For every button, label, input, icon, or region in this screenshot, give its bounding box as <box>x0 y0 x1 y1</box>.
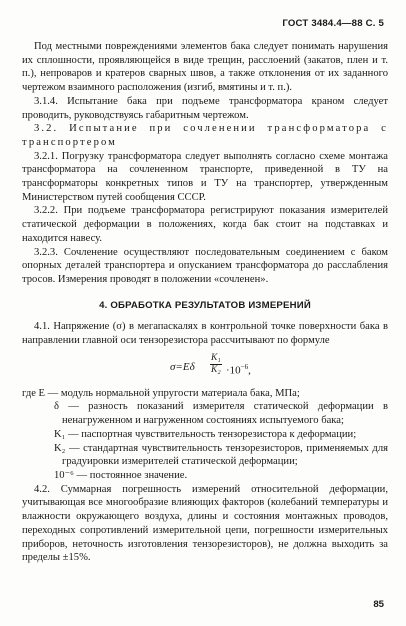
paragraph-3-2-1: 3.2.1. Погрузку трансформатора следует выполнять согласно схеме монтажа трансформатора на сочлененном транспорте, приведенной в ТУ на трансформаторы конкретных типов и ТУ на транспортер, утвержденным Министерством путей сообщения СССР. <box>22 150 388 203</box>
page-header: ГОСТ 3484.4—88 С. 5 <box>282 18 384 29</box>
formula-lhs: σ=Eδ <box>170 360 195 373</box>
formula-tail: , <box>248 364 251 377</box>
paragraph-3-2-3: 3.2.3. Сочленение осуществляют последовательным соединением с баком опорных деталей транспортера и опусканием трансформатора до расслабления тросов. Измерения проводят в положении «сочленен». <box>22 246 388 285</box>
definition-delta: δ — разность показаний измерителя статической деформации в ненагруженном и нагруженном состояниях испытуемого бака; <box>54 401 388 427</box>
paragraph-4-1: 4.1. Напряжение (σ) в мегапаскалях в контрольной точке поверхности бака в направлении главной оси тензорезистора рассчитывают по формуле <box>22 321 388 347</box>
definition-e: где E — модуль нормальной упругости материала бака, МПа; <box>22 387 300 399</box>
formula-exponent: −6 <box>240 362 249 371</box>
section-heading-4: 4. ОБРАБОТКА РЕЗУЛЬТАТОВ ИЗМЕРЕНИЙ <box>99 299 311 311</box>
definition-k1: K₁ — паспортная чувствительность тензорезистора к деформации; <box>54 428 357 440</box>
heading-3-2: 3.2. Испытание при сочленении трансформатора с транспортером <box>22 123 388 148</box>
paragraph-3-1-4: 3.1.4. Испытание бака при подъеме трансформатора краном следует проводить, руководствуясь габаритным чертежом. <box>22 95 388 121</box>
page-number: 85 <box>373 599 384 610</box>
formula-power-base: ·10 <box>226 364 241 377</box>
document-body <box>22 40 388 565</box>
paragraph-local-damage: Под местными повреждениями элементов бака следует понимать нарушения их сплошности, проявляющейся в виде трещин, расслоений (закатов, плен и т. п.), непроваров и кратеров сварных швов, а также отклонения от их заданного чертежом взаимного расположения (изгиб, вмятины и т. п.). <box>22 41 388 94</box>
formula-denominator: K₂ <box>211 364 221 375</box>
formula-rhs <box>226 361 251 378</box>
definition-constant: 10⁻⁶ — постоянное значение. <box>54 469 188 481</box>
paragraph-4-2: 4.2. Суммарная погрешность измерений относительной деформации, учитывающая все многообразие влияющих факторов (колебаний температуры и влажности окружающего воздуха, длины и состояния монтажных проводов, переходных сопротивлений измерительной цепи, погрешности измерительных приборов, неточность изготовления тензорезисторов), не должна выходить за пределы ±15%. <box>22 483 388 564</box>
definition-k2: K₂ — стандартная чувствительность тензорезисторов, применяемых для градуировки измерителей статической деформации; <box>54 442 388 468</box>
paragraph-3-2-2: 3.2.2. При подъеме трансформатора регистрируют показания измерителей статической деформации в положениях, когда бак стоит на подставках и находится навесу. <box>22 205 388 244</box>
stress-formula <box>22 353 388 381</box>
formula-numerator: K₁ <box>211 352 221 363</box>
formula-fraction <box>210 353 222 376</box>
